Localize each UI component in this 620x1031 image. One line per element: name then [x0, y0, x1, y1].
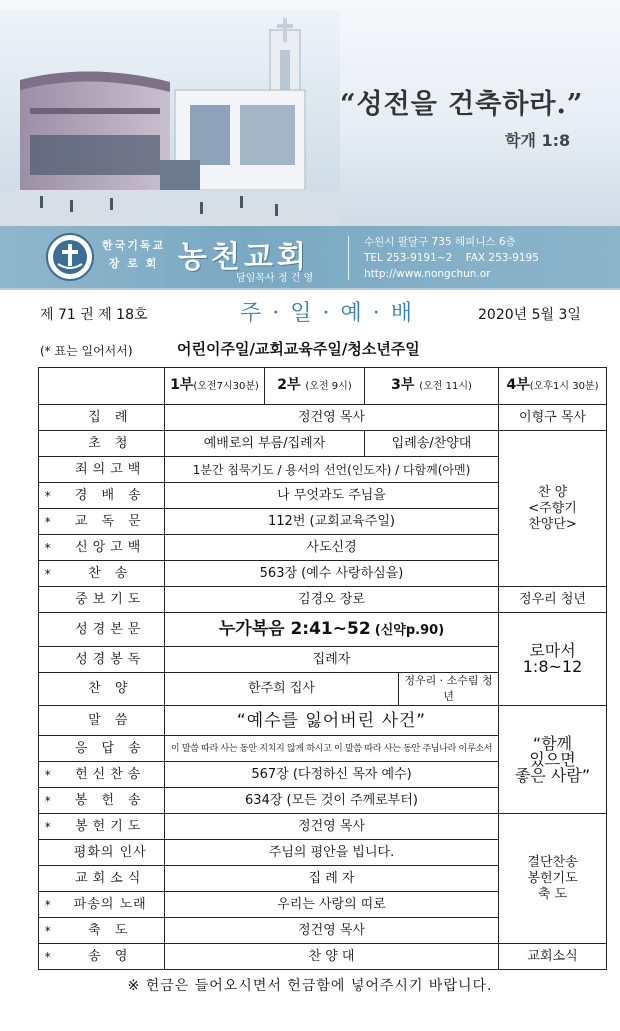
- side-praise-line: 찬 양: [537, 484, 568, 500]
- table-row: [39, 814, 607, 840]
- side-sermon-line: “함께: [532, 733, 573, 753]
- side-sermon-line: 있으면: [529, 749, 576, 769]
- row-content: 567장 (다정하신 목자 예수): [165, 762, 499, 788]
- side-closing: [499, 814, 607, 944]
- row-label: 집 례: [57, 405, 165, 431]
- row-label: 축 도: [57, 918, 165, 944]
- senior-pastor: 담임목사 정 건 영: [236, 273, 314, 284]
- side-praise-line: 찬양단>: [528, 516, 577, 532]
- row-star: [39, 840, 57, 866]
- row-label: 경 배 송: [57, 483, 165, 509]
- row-star: [39, 673, 57, 706]
- row-content: 563장 (예수 사랑하심을): [165, 561, 499, 587]
- row-star: *: [39, 561, 57, 587]
- row-content: 찬 양 대: [165, 944, 499, 970]
- row-content: 1분간 침묵기도 / 용서의 선언(인도자) / 다함께(아멘): [165, 457, 499, 483]
- standing-note: (* 표는 일어서서): [40, 344, 133, 358]
- service-date: 2020년 5월 3일: [478, 307, 581, 323]
- table-header-row: [39, 368, 607, 405]
- table-row: [39, 587, 607, 613]
- row-star: *: [39, 814, 57, 840]
- row-content: 이 말씀 따라 사는 동안 지치지 않게 하시고 이 말씀 따라 사는 동안 주님나라 이루소서: [165, 736, 499, 762]
- row-label: 죄의고백: [57, 457, 165, 483]
- row-label: 말 씀: [57, 706, 165, 736]
- theme-verse: “성전을 건축하라.”: [340, 89, 584, 120]
- row-label: 응 답 송: [57, 736, 165, 762]
- band-divider: [348, 236, 349, 280]
- row-content-right: 입례송/찬양대: [365, 431, 499, 457]
- side-praise: [499, 431, 607, 587]
- denomination: [102, 237, 165, 273]
- row-side: 정우리 청년: [499, 587, 607, 613]
- scripture-page: (신약p.90): [374, 622, 445, 638]
- row-star: [39, 706, 57, 736]
- church-logo-icon: [45, 232, 95, 282]
- row-label: 찬 양: [57, 673, 165, 706]
- row-content: 나 무엇과도 주님을: [165, 483, 499, 509]
- column-header-3: 3부 (오전 11시): [365, 368, 499, 405]
- table-row: [39, 706, 607, 736]
- row-side: 교회소식: [499, 944, 607, 970]
- row-label: 성경본문: [57, 613, 165, 647]
- header-banner: [0, 0, 620, 290]
- row-star: [39, 613, 57, 647]
- side-sermon-line: 좋은 사람”: [514, 765, 591, 785]
- row-star: *: [39, 535, 57, 561]
- website-link[interactable]: http://www.nongchun.or: [364, 268, 491, 280]
- header-blank: [39, 368, 165, 405]
- row-label: 봉 헌 송: [57, 788, 165, 814]
- row-star: [39, 431, 57, 457]
- side-scripture: [499, 613, 607, 706]
- row-label: 신앙고백: [57, 535, 165, 561]
- row-content-left: 한주희 집사: [165, 673, 399, 706]
- row-label: 송 영: [57, 944, 165, 970]
- row-content: 112번 (교회교육주일): [165, 509, 499, 535]
- row-label: 교 독 문: [57, 509, 165, 535]
- side-scripture-line: 로마서: [529, 641, 576, 660]
- order-of-worship-table: [38, 367, 607, 970]
- row-content: 사도신경: [165, 535, 499, 561]
- row-star: [39, 736, 57, 762]
- row-star: [39, 405, 57, 431]
- row-label: 봉헌기도: [57, 814, 165, 840]
- fax: FAX 253-9195: [465, 252, 539, 264]
- row-star: *: [39, 918, 57, 944]
- address: 수원시 팔달구 735 해피니스 6층: [364, 236, 516, 248]
- row-star: *: [39, 762, 57, 788]
- row-label: 파송의 노래: [57, 892, 165, 918]
- row-content: 집례자: [165, 647, 499, 673]
- side-closing-line: 봉헌기도: [527, 870, 578, 886]
- row-content: 정건영 목사: [165, 814, 499, 840]
- row-content: 김경오 장로: [165, 587, 499, 613]
- row-star: [39, 587, 57, 613]
- row-content-left: 예배로의 부름/집례자: [165, 431, 365, 457]
- row-label: 평화의 인사: [57, 840, 165, 866]
- row-label: 헌신찬송: [57, 762, 165, 788]
- row-label: 찬 송: [57, 561, 165, 587]
- theme-verse-reference: 학개 1:8: [505, 131, 571, 150]
- sermon-title: “예수를 잃어버린 사건”: [165, 706, 499, 736]
- row-content: 정건영 목사: [165, 918, 499, 944]
- row-content: 우리는 사랑의 띠로: [165, 892, 499, 918]
- row-label: 성경봉독: [57, 647, 165, 673]
- row-content: [165, 613, 499, 647]
- row-star: [39, 457, 57, 483]
- table-row: [39, 405, 607, 431]
- side-scripture-line: 1:8~12: [522, 657, 583, 676]
- telephone: TEL 253-9191~2: [364, 252, 453, 264]
- table-row: [39, 944, 607, 970]
- row-star: [39, 647, 57, 673]
- row-star: *: [39, 944, 57, 970]
- scripture-passage: 누가복음 2:41~52: [218, 618, 371, 639]
- side-praise-line: <주향기: [528, 500, 577, 516]
- church-name: 농천교회: [178, 240, 310, 275]
- denomination-line1: 한국기독교: [102, 239, 166, 252]
- side-closing-line: 축 도: [537, 886, 568, 902]
- side-closing-line: 결단찬송: [527, 854, 578, 870]
- row-star: *: [39, 892, 57, 918]
- row-content: 정건영 목사: [165, 405, 499, 431]
- row-star: *: [39, 483, 57, 509]
- row-label: 중보기도: [57, 587, 165, 613]
- row-content: 집 례 자: [165, 866, 499, 892]
- column-header-1: 1부(오전7시30분): [165, 368, 265, 405]
- side-sermon: [499, 706, 607, 814]
- row-star: *: [39, 509, 57, 535]
- denomination-line2: 장 로 회: [108, 257, 159, 270]
- column-header-4: 4부(오후1시 30분): [499, 368, 607, 405]
- row-content: 주님의 평안을 빕니다.: [165, 840, 499, 866]
- offering-note: ※ 헌금은 들어오시면서 헌금함에 넣어주시기 바랍니다.: [127, 978, 493, 994]
- volume-issue: 제 71 권 제 18호: [40, 307, 148, 323]
- row-label: 교회소식: [57, 866, 165, 892]
- church-building-illustration: [0, 10, 340, 232]
- row-star: *: [39, 788, 57, 814]
- row-label: 초 청: [57, 431, 165, 457]
- row-star: [39, 866, 57, 892]
- contact-info: [364, 234, 539, 282]
- row-content: 634장 (모든 것이 주께로부터): [165, 788, 499, 814]
- table-row: [39, 613, 607, 647]
- service-title: 주 · 일 · 예 · 배: [240, 301, 414, 326]
- table-row: [39, 431, 607, 457]
- row-content-right: 정우리 · 소수림 청년: [399, 673, 499, 706]
- row-side: 이형구 목사: [499, 405, 607, 431]
- sunday-theme: 어린이주일/교회교육주일/청소년주일: [177, 340, 420, 358]
- column-header-2: 2부 (오전 9시): [265, 368, 365, 405]
